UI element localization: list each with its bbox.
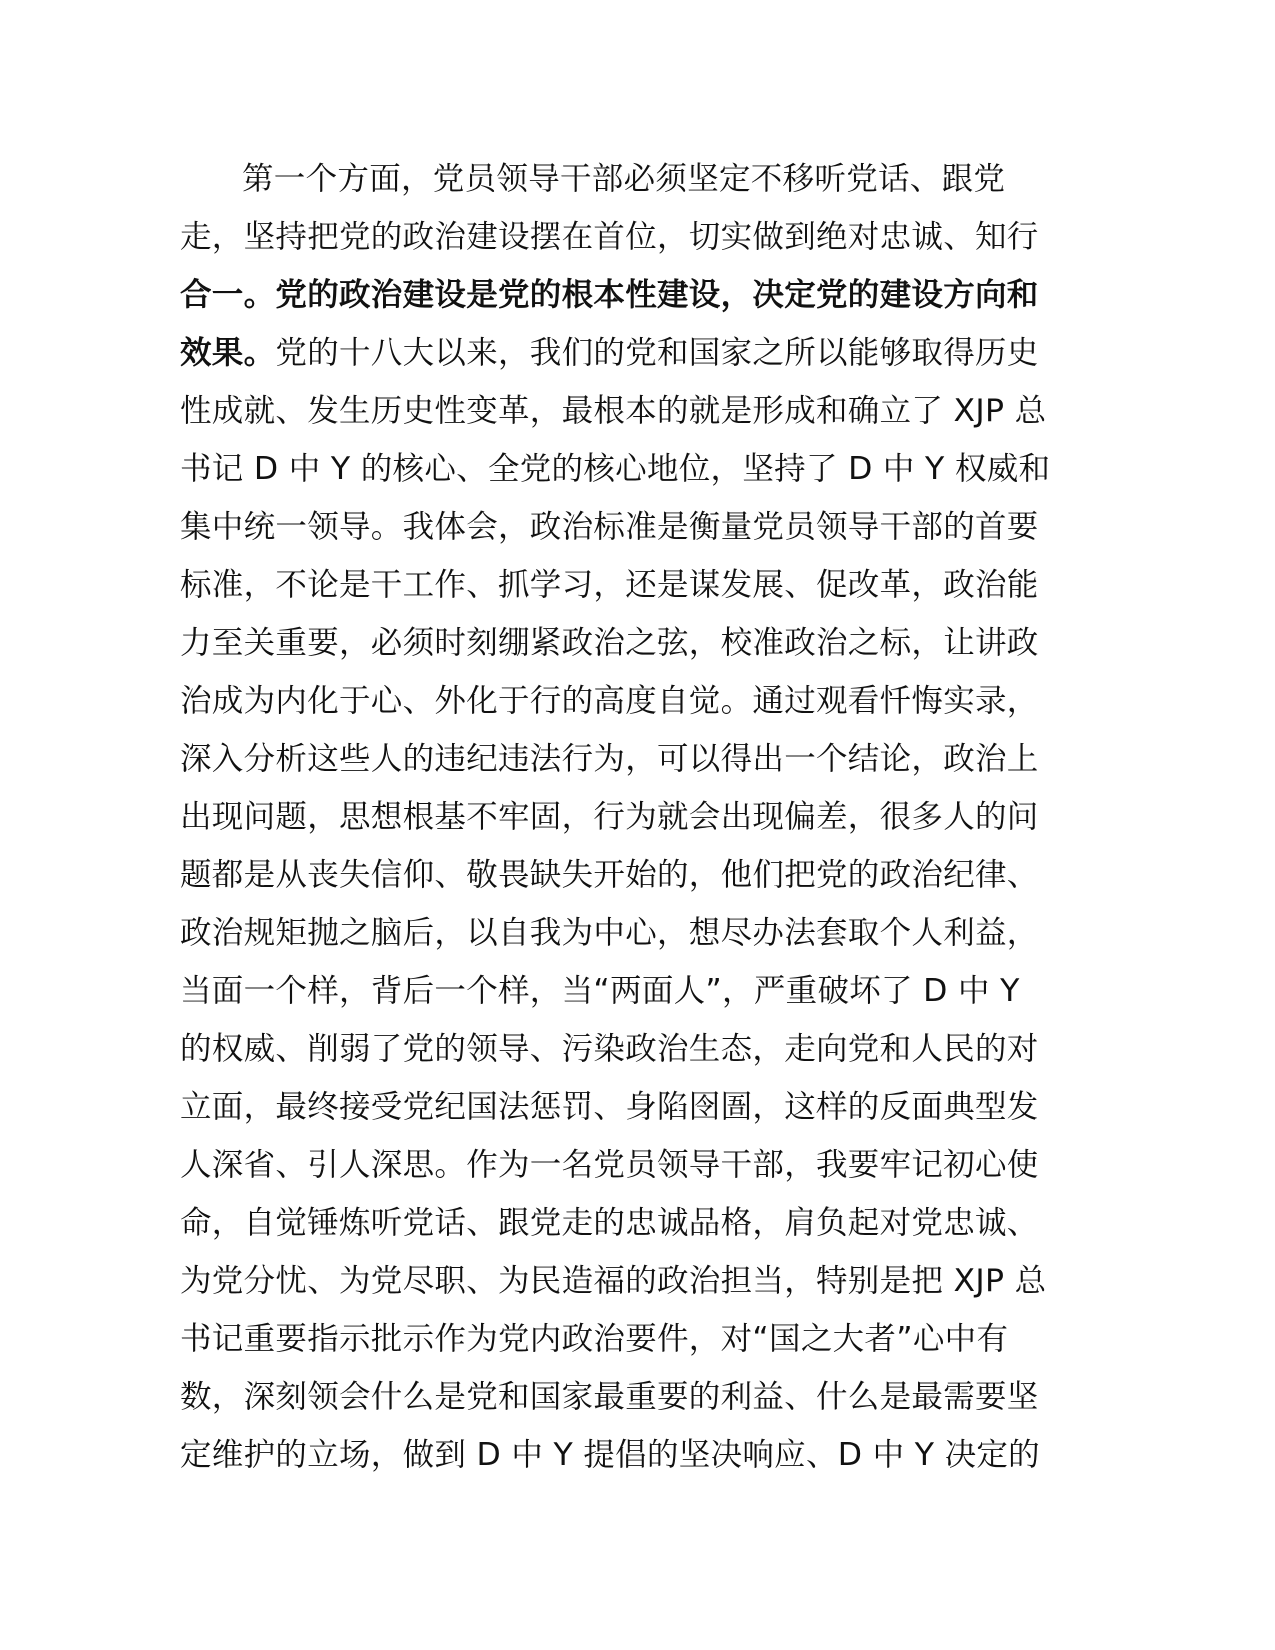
text-segment: 走，坚持把党的政治建设摆在首位，切实做到绝对忠诚、知行 [180, 219, 1039, 255]
text-segment: 第一个方面，党员领导干部必须坚定不移听党话、跟党 [242, 161, 1006, 197]
text-line [180, 498, 1090, 556]
text-segment: 为党分忧、为党尽职、为民造福的政治担当，特别是把 XJP 总 [180, 1263, 1047, 1299]
text-line [180, 1426, 1090, 1484]
text-line [180, 266, 1090, 324]
text-line [180, 672, 1090, 730]
text-segment: 集中统一领导。我体会，政治标准是衡量党员领导干部的首要 [180, 509, 1039, 545]
text-segment: 书记重要指示批示作为党内政治要件，对“国之大者”心中有 [180, 1321, 1009, 1357]
text-segment: 人深省、引人深思。作为一名党员领导干部，我要牢记初心使 [180, 1147, 1039, 1183]
text-line [180, 556, 1090, 614]
text-segment: 治成为内化于心、外化于行的高度自觉。通过观看忏悔实录， [180, 683, 1039, 719]
text-segment: 题都是从丧失信仰、敬畏缺失开始的，他们把党的政治纪律、 [180, 857, 1039, 893]
text-line [180, 1310, 1090, 1368]
text-line [180, 962, 1090, 1020]
text-segment: 力至关重要，必须时刻绷紧政治之弦，校准政治之标，让讲政 [180, 625, 1039, 661]
text-line [180, 208, 1090, 266]
bold-text-segment: 合一。党的政治建设是党的根本性建设，决定党的建设方向和 [180, 277, 1039, 313]
text-segment: 立面，最终接受党纪国法惩罚、身陷囹圄，这样的反面典型发 [180, 1089, 1039, 1125]
bold-text-segment: 效果。 [180, 335, 276, 371]
text-segment: 出现问题，思想根基不牢固，行为就会出现偏差，很多人的问 [180, 799, 1039, 835]
text-line [180, 1194, 1090, 1252]
text-line [180, 382, 1090, 440]
text-line [180, 440, 1090, 498]
text-line [180, 1368, 1090, 1426]
text-line [180, 788, 1090, 846]
text-segment: 党的十八大以来，我们的党和国家之所以能够取得历史 [275, 335, 1039, 371]
text-line [180, 614, 1090, 672]
text-segment: 命，自觉锤炼听党话、跟党走的忠诚品格，肩负起对党忠诚、 [180, 1205, 1039, 1241]
text-line [180, 1020, 1090, 1078]
text-line [180, 1136, 1090, 1194]
text-line [180, 730, 1090, 788]
text-line [180, 904, 1090, 962]
text-line [180, 846, 1090, 904]
text-segment: 定维护的立场，做到 D 中 Y 提倡的坚决响应、D 中 Y 决定的 [180, 1437, 1040, 1473]
text-segment: 政治规矩抛之脑后，以自我为中心，想尽办法套取个人利益， [180, 915, 1039, 951]
text-segment: 数，深刻领会什么是党和国家最重要的利益、什么是最需要坚 [180, 1379, 1039, 1415]
text-segment: 当面一个样，背后一个样，当“两面人”，严重破坏了 D 中 Y [180, 973, 1020, 1009]
text-segment: 性成就、发生历史性变革，最根本的就是形成和确立了 XJP 总 [180, 393, 1047, 429]
text-segment: 深入分析这些人的违纪违法行为，可以得出一个结论，政治上 [180, 741, 1039, 777]
text-line [180, 150, 1090, 208]
text-segment: 书记 D 中 Y 的核心、全党的核心地位，坚持了 D 中 Y 权威和 [180, 451, 1051, 487]
body-paragraph [180, 150, 1090, 1484]
text-line [180, 1078, 1090, 1136]
text-line [180, 324, 1090, 382]
text-line [180, 1252, 1090, 1310]
text-segment: 的权威、削弱了党的领导、污染政治生态，走向党和人民的对 [180, 1031, 1039, 1067]
text-segment: 标准，不论是干工作、抓学习，还是谋发展、促改革，政治能 [180, 567, 1039, 603]
